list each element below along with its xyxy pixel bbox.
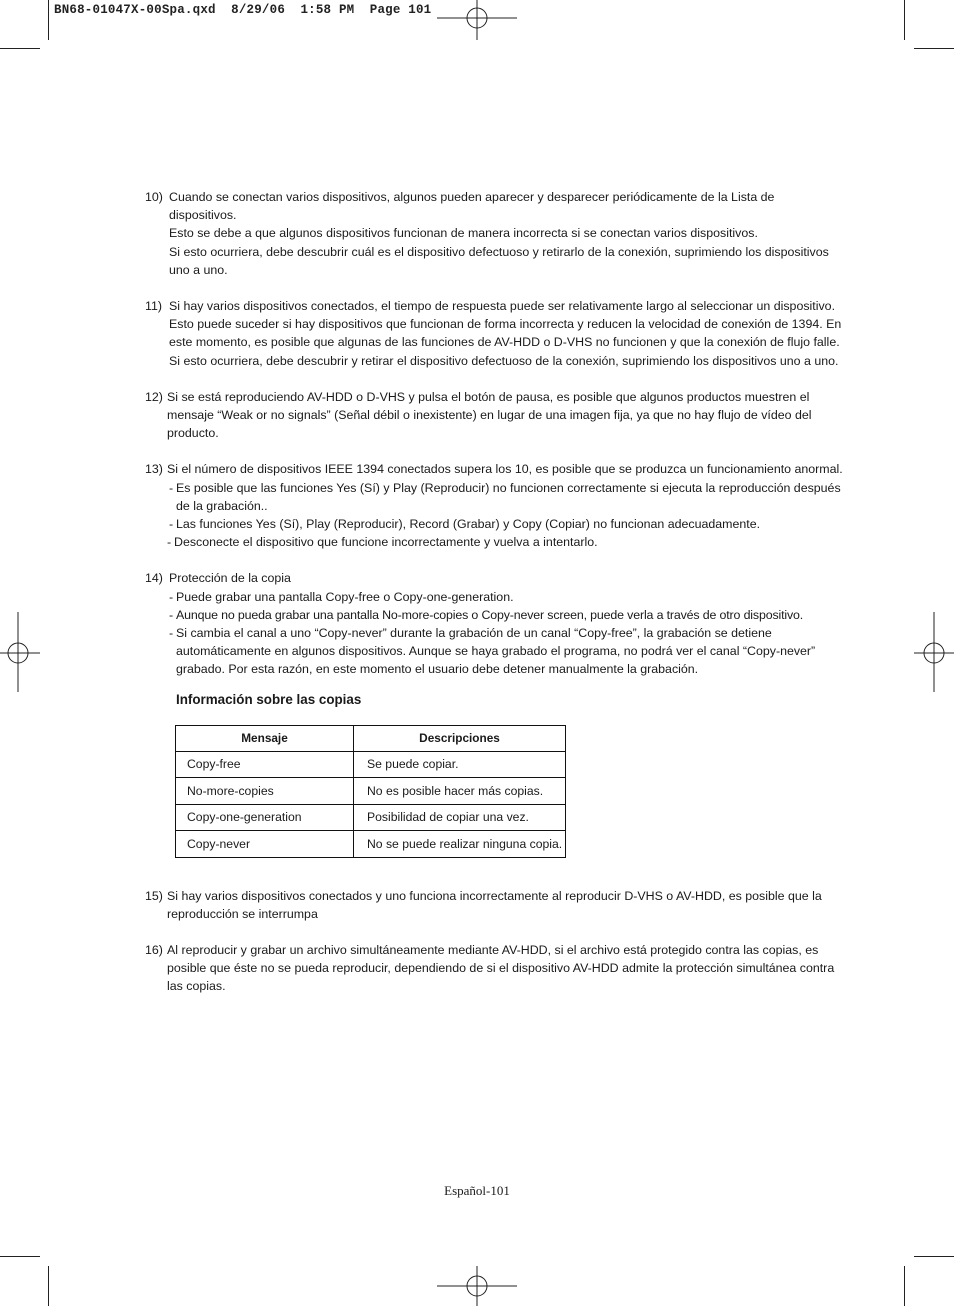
item-number: 11)	[145, 299, 162, 314]
list-item	[145, 941, 845, 996]
bullet-item: - Las funciones Yes (Sí), Play (Reproducir), Record (Grabar) y Copy (Copiar) no funcionan adecuadamente.	[169, 517, 761, 532]
crop-mark	[904, 0, 905, 40]
bullet-item: - Si cambia el canal a uno “Copy-never” durante la grabación de un canal “Copy-free”, la grabación se detiene automáticamente en algunos dispositivos. Aunque se haya grabado el programa, no podrá ver el canal “Copy-never” grabado. Por esta razón, en este momento el usuario debe detener manualmente la grabación.	[169, 626, 816, 677]
item-number: 13)	[145, 462, 163, 477]
table-row	[176, 831, 566, 858]
crop-mark	[48, 0, 49, 40]
table-heading: Información sobre las copias	[176, 691, 362, 707]
registration-mark-icon	[437, 1266, 519, 1306]
page-content	[145, 188, 845, 1014]
column-header: Descripciones	[354, 725, 566, 751]
item-number: 16)	[145, 943, 163, 958]
paragraph: Esto se debe a que algunos dispositivos funcionan de manera incorrecta si se conectan varios dispositivos.	[169, 226, 758, 241]
table-cell: No es posible hacer más copias.	[354, 778, 566, 805]
crop-mark	[914, 1256, 954, 1257]
registration-mark-icon	[0, 612, 40, 694]
crop-mark	[0, 1256, 40, 1257]
paragraph: Si el número de dispositivos IEEE 1394 conectados supera los 10, es posible que se produzca un funcionamiento anormal.	[167, 462, 843, 477]
table-cell: Copy-never	[176, 831, 354, 858]
table-header-row	[176, 725, 566, 751]
paragraph: Protección de la copia	[169, 571, 291, 586]
table-cell: Posibilidad de copiar una vez.	[354, 804, 566, 831]
table-cell: Se puede copiar.	[354, 751, 566, 778]
item-number: 12)	[145, 389, 163, 404]
crop-mark	[904, 1266, 905, 1306]
paragraph: Cuando se conectan varios dispositivos, algunos pueden aparecer y desparecer periódicamente de la Lista de dispositivos.	[169, 190, 775, 223]
page-number: Español-101	[444, 1183, 510, 1198]
bullet-item: - Puede grabar una pantalla Copy-free o Copy-one-generation.	[169, 589, 514, 604]
table-cell: No-more-copies	[176, 778, 354, 805]
list-item	[145, 887, 845, 923]
file-slug-line: BN68-01047X-00Spa.qxd 8/29/06 1:58 PM Page 101	[54, 3, 432, 17]
registration-mark-icon	[914, 612, 954, 694]
item-number: 10)	[145, 190, 163, 204]
crop-mark	[914, 48, 954, 49]
table-row	[176, 804, 566, 831]
registration-mark-icon	[437, 0, 519, 40]
paragraph: Si esto ocurriera, debe descubrir cuál es el dispositivo defectuoso y retirarlo de la conexión, suprimiendo los dispositivos uno a uno.	[169, 244, 829, 277]
table-cell: No se puede realizar ninguna copia.	[354, 831, 566, 858]
list-item	[145, 297, 845, 370]
bullet-item: - Aunque no pueda grabar una pantalla No-more-copies o Copy-never screen, puede verla a través de otro dispositivo.	[169, 607, 804, 622]
paragraph: Al reproducir y grabar un archivo simultáneamente mediante AV-HDD, si el archivo está protegido contra las copias, es posible que éste no se pueda reproducir, dependiendo de si el dispositivo AV-HDD admite la protección simultánea contra las copias.	[167, 943, 835, 994]
table-cell: Copy-one-generation	[176, 804, 354, 831]
list-item	[145, 388, 845, 443]
list-item	[145, 188, 845, 279]
table-row	[176, 778, 566, 805]
bullet-item: - Desconecte el dispositivo que funcione incorrectamente y vuelva a intentarlo.	[167, 535, 598, 550]
paragraph: Si hay varios dispositivos conectados y uno funciona incorrectamente al reproducir D-VHS o AV-HDD, es posible que la reproducción se interrumpa	[167, 888, 822, 921]
list-item	[145, 460, 845, 551]
paragraph: Si se está reproduciendo AV-HDD o D-VHS y pulsa el botón de pausa, es posible que algunos productos muestren el mensaje “Weak or no signals” (Señal débil o inexistente) en lugar de una imagen fija, ya que no hay flujo de vídeo del producto.	[167, 389, 812, 441]
copy-info-table	[175, 725, 566, 858]
table-row	[176, 751, 566, 778]
bullet-item: - Es posible que las funciones Yes (Sí) y Play (Reproducir) no funcionen correctamente si ejecuta la reproducción después de la grabación..	[169, 480, 841, 513]
item-number: 15)	[145, 888, 163, 903]
paragraph: Si hay varios dispositivos conectados, el tiempo de respuesta puede ser relativamente largo al seleccionar un dispositivo. Esto puede suceder si hay dispositivos que funcionan de forma incorrecta y reducen la velocidad de conexión de 1394. En este momento, es posible que algunas de las funciones de AV-HDD o D-VHS no funcionen y que la conexión de flujo falle. Si esto ocurriera, debe descubrir y retirar el dispositivo defectuoso de la conexión, suprimiendo los dispositivos uno a uno.	[169, 299, 842, 368]
list-item	[145, 569, 845, 678]
crop-mark	[0, 48, 40, 49]
crop-mark	[48, 1266, 49, 1306]
column-header: Mensaje	[176, 725, 354, 751]
table-cell: Copy-free	[176, 751, 354, 778]
item-number: 14)	[145, 571, 163, 586]
